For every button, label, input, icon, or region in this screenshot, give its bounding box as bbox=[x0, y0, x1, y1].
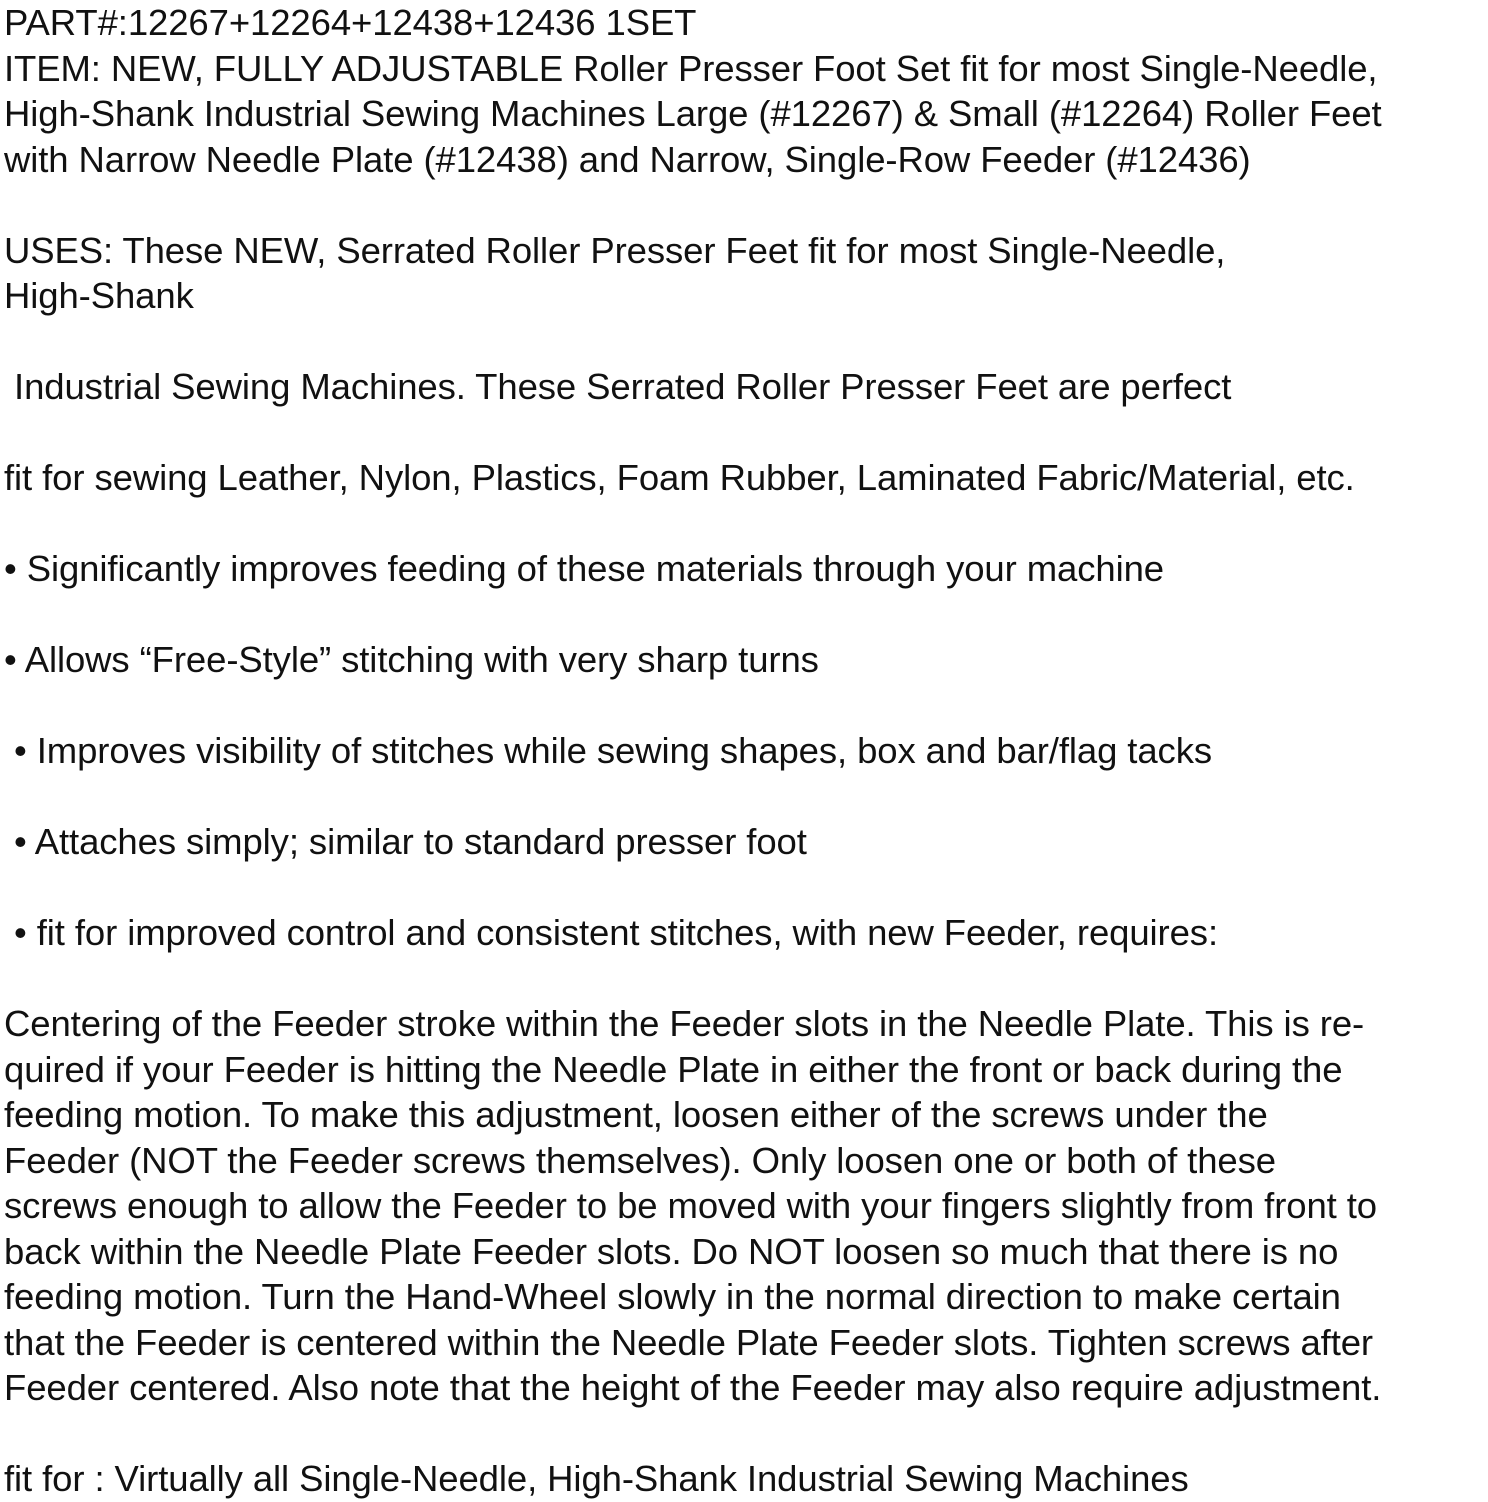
paragraph-line: that the Feeder is centered within the Needle Plate Feeder slots. Tighten screws after bbox=[4, 1321, 1373, 1363]
spacer bbox=[4, 592, 1484, 638]
uses-section bbox=[4, 228, 1484, 501]
paragraph-line: feeding motion. To make this adjustment, loosen either of the screws under the bbox=[4, 1094, 1268, 1135]
spacer bbox=[4, 956, 1484, 1002]
bullet-item: • fit for improved control and consistent stitches, with new Feeder, requires: bbox=[4, 912, 1218, 953]
spacer bbox=[4, 182, 1484, 228]
uses-line: High-Shank bbox=[4, 275, 194, 316]
spacer bbox=[4, 1411, 1484, 1457]
bullet-list bbox=[4, 546, 1484, 956]
spacer bbox=[4, 410, 1484, 456]
item-line: with Narrow Needle Plate (#12438) and Narrow, Single-Row Feeder (#12436) bbox=[4, 138, 1251, 180]
spacer bbox=[4, 319, 1484, 365]
paragraph-line: back within the Needle Plate Feeder slots. Do NOT loosen so much that there is no bbox=[4, 1230, 1339, 1272]
paragraph-line: Feeder centered. Also note that the height of the Feeder may also require adjustment. bbox=[4, 1367, 1382, 1408]
paragraph-line: quired if your Feeder is hitting the Needle Plate in either the front or back during the bbox=[4, 1048, 1343, 1090]
spacer bbox=[4, 501, 1484, 547]
item-line: ITEM: NEW, FULLY ADJUSTABLE Roller Presser Foot Set fit for most Single-Needle, bbox=[4, 47, 1378, 89]
paragraph-line: Feeder (NOT the Feeder screws themselves). Only loosen one or both of these bbox=[4, 1139, 1276, 1181]
centering-paragraph bbox=[4, 1001, 1484, 1411]
item-line: High-Shank Industrial Sewing Machines Large (#12267) & Small (#12264) Roller Feet bbox=[4, 93, 1382, 134]
uses-line: Industrial Sewing Machines. These Serrated Roller Presser Feet are perfect bbox=[4, 366, 1232, 407]
bullet-item: • Significantly improves feeding of these materials through your machine bbox=[4, 548, 1164, 589]
spacer bbox=[4, 865, 1484, 911]
fit-for-line: fit for : Virtually all Single-Needle, High-Shank Industrial Sewing Machines bbox=[4, 1458, 1189, 1499]
spacer bbox=[4, 683, 1484, 729]
part-number-line: PART#:12267+12264+12438+12436 1SET bbox=[4, 2, 697, 43]
bullet-item: • Attaches simply; similar to standard presser foot bbox=[4, 821, 807, 862]
uses-line: fit for sewing Leather, Nylon, Plastics, Foam Rubber, Laminated Fabric/Material, etc. bbox=[4, 457, 1355, 498]
bullet-item: • Allows “Free-Style” stitching with very sharp turns bbox=[4, 639, 819, 680]
product-description-document bbox=[4, 0, 1484, 1502]
uses-line: USES: These NEW, Serrated Roller Presser Feet fit for most Single-Needle, bbox=[4, 229, 1226, 271]
spacer bbox=[4, 774, 1484, 820]
bullet-item: • Improves visibility of stitches while sewing shapes, box and bar/flag tacks bbox=[4, 730, 1212, 771]
item-description bbox=[4, 46, 1484, 183]
paragraph-line: screws enough to allow the Feeder to be moved with your fingers slightly from front to bbox=[4, 1185, 1377, 1226]
paragraph-line: Centering of the Feeder stroke within the Feeder slots in the Needle Plate. This is re- bbox=[4, 1003, 1365, 1044]
paragraph-line: feeding motion. Turn the Hand-Wheel slowly in the normal direction to make certain bbox=[4, 1276, 1341, 1317]
